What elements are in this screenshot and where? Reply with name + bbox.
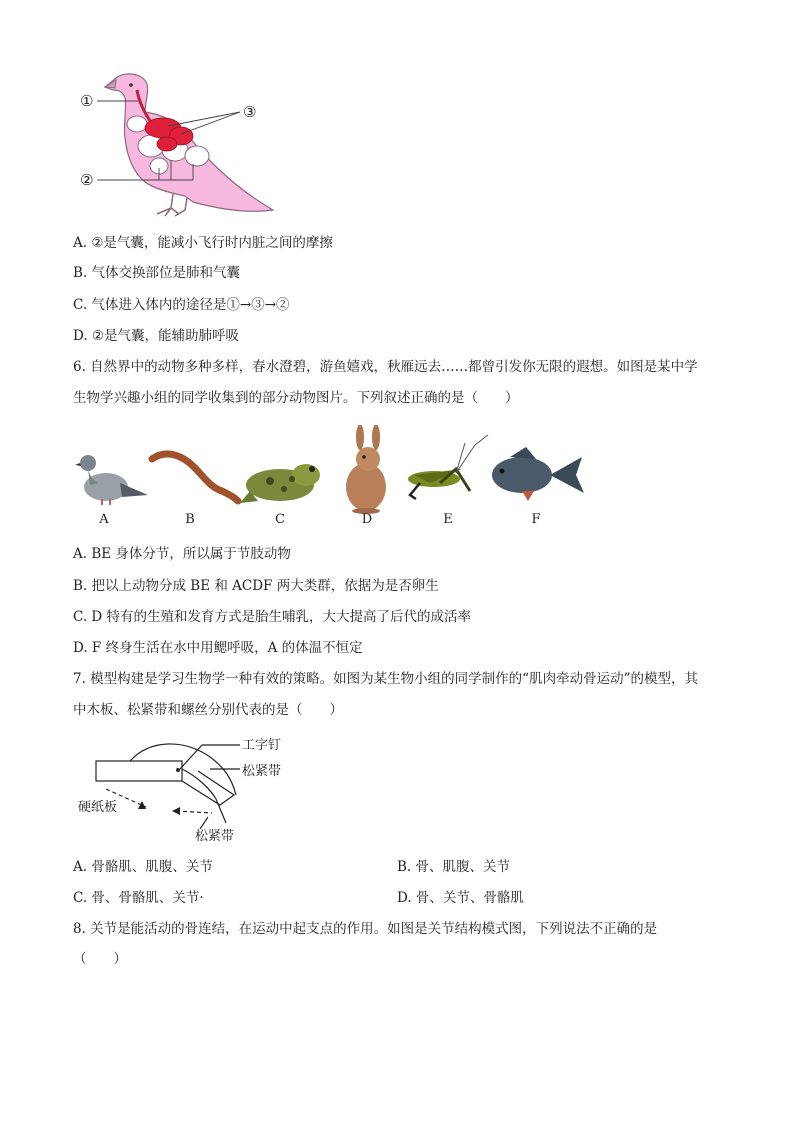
q8-stem-line1: 8. 关节是能活动的骨连结，在运动中起支点的作用。如图是关节结构模式图，下列说法不正确的是 <box>73 921 658 937</box>
q7-stem-line2: 中木板、松紧带和螺丝分别代表的是（ ） <box>73 702 343 718</box>
label-band-bottom: 松紧带 <box>195 829 235 844</box>
q7-stem-line1: 7. 模型构建是学习生物学一种有效的策略。如图为某生物小组的同学制作的“肌肉牵动骨运动”的模型，其 <box>73 671 698 687</box>
bird-respiratory-figure <box>75 68 280 220</box>
frog-icon <box>240 464 320 503</box>
animal-label-e: E <box>443 512 453 527</box>
elastic-band-lower <box>182 769 226 823</box>
q6-stem-line1: 6. 自然界中的动物多种多样，春水澄碧，游鱼嬉戏，秋雁远去……都曾引发你无限的遐想。如图是某中学 <box>73 359 698 375</box>
arrow-up-icon <box>138 801 146 809</box>
label-3: ③ <box>243 103 257 121</box>
label-band-top: 松紧带 <box>242 764 282 779</box>
q5-option-b[interactable]: B. 气体交换部位是肺和气囊 <box>73 265 241 281</box>
q5-option-d[interactable]: D. ②是气囊，能辅助肺呼吸 <box>73 328 240 344</box>
pointer-nail <box>180 745 202 769</box>
earthworm-icon <box>152 454 238 501</box>
label-board: 硬纸板 <box>78 800 118 815</box>
arrow-left-icon <box>172 807 180 815</box>
q6-option-a[interactable]: A. BE 身体分节，所以属于节肢动物 <box>73 546 291 562</box>
nail-icon <box>176 768 180 772</box>
grasshopper-icon <box>408 435 488 499</box>
bird-eye <box>129 83 133 87</box>
q6-stem-line2: 生物学兴趣小组的同学收集到的部分动物图片。下列叙述正确的是（ ） <box>73 390 519 406</box>
animal-label-b: B <box>185 512 195 527</box>
rabbit-icon <box>346 425 386 514</box>
q6-option-c[interactable]: C. D 特有的生殖和发育方式是胎生哺乳，大大提高了后代的成活率 <box>73 609 472 625</box>
q5-option-a[interactable]: A. ②是气囊，能减小飞行时内脏之间的摩擦 <box>73 235 333 251</box>
bird-beak <box>105 80 116 88</box>
bird-legs <box>157 194 187 216</box>
animal-label-d: D <box>361 512 373 527</box>
q7-option-c[interactable]: C. 骨、骨骼肌、关节· <box>73 890 204 906</box>
pigeon-icon <box>75 455 148 505</box>
q7-option-a[interactable]: A. 骨骼肌、肌腹、关节 <box>73 859 213 875</box>
q6-option-b[interactable]: B. 把以上动物分成 BE 和 ACDF 两大类群，依据为是否卵生 <box>73 578 439 594</box>
q7-option-b[interactable]: B. 骨、肌腹、关节 <box>397 859 511 875</box>
label-nail: 工字钉 <box>242 738 282 753</box>
animal-label-f: F <box>531 512 541 527</box>
q6-option-d[interactable]: D. F 终身生活在水中用鳃呼吸，A 的体温不恒定 <box>73 640 363 656</box>
board-rect <box>96 761 182 781</box>
label-2: ② <box>80 171 94 189</box>
animals-figure <box>70 425 600 515</box>
label-1: ① <box>80 92 94 110</box>
fish-icon <box>492 447 584 501</box>
animal-label-a: A <box>99 512 109 527</box>
q7-option-d[interactable]: D. 骨、关节、骨骼肌 <box>397 890 524 906</box>
animal-label-c: C <box>275 512 285 527</box>
q8-stem-line2: （ ） <box>73 951 127 967</box>
q5-option-c[interactable]: C. 气体进入体内的途径是①→③→② <box>73 297 290 313</box>
